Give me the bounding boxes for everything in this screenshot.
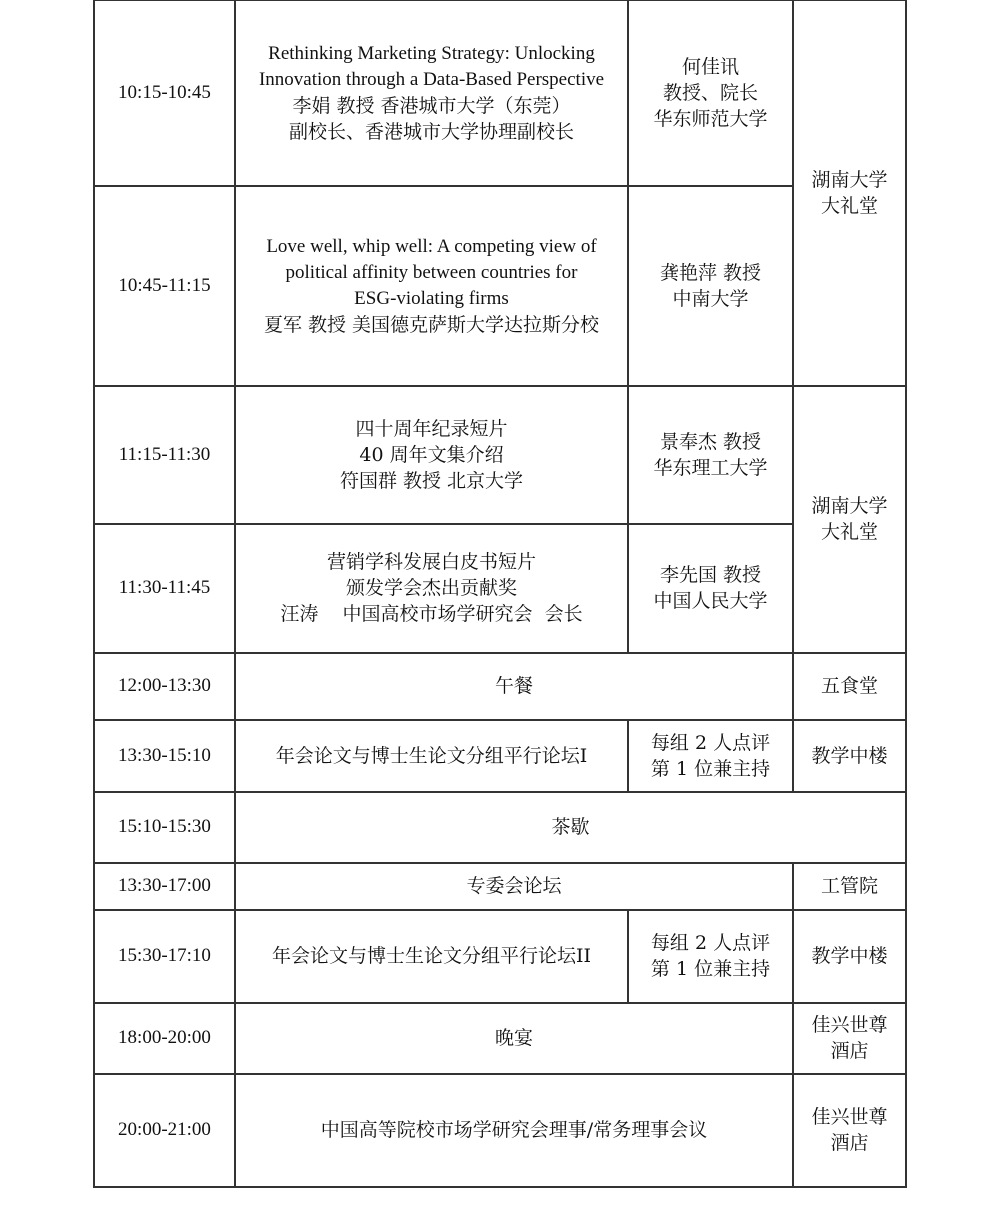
time-cell: 18:00-20:00 — [94, 1003, 235, 1074]
table-row — [94, 910, 906, 1003]
table-row — [94, 386, 906, 524]
talk-title-line: Love well, whip well: A competing view of — [266, 235, 597, 257]
content-cell: 专委会论坛 — [235, 863, 793, 910]
venue-line: 湖南大学 — [811, 495, 888, 517]
venue-line: 湖南大学 — [811, 168, 888, 191]
venue-cell — [793, 1, 906, 386]
host-line: 何佳讯 — [681, 55, 739, 78]
time-cell: 13:30-17:00 — [94, 863, 235, 910]
venue-line: 酒店 — [830, 1040, 869, 1062]
host-cell — [628, 186, 793, 386]
host-cell — [628, 910, 793, 1003]
content-cell — [235, 386, 628, 524]
time-cell: 11:30-11:45 — [94, 524, 235, 653]
content-cell: 午餐 — [235, 653, 793, 720]
table-row — [94, 863, 906, 910]
host-line: 每组 2 人点评 — [650, 731, 771, 754]
table-row — [94, 792, 906, 863]
content-cell: 年会论文与博士生论文分组平行论坛I — [235, 720, 628, 792]
speaker-line: 符国群 教授 北京大学 — [339, 469, 524, 492]
host-line: 教授、院长 — [662, 81, 758, 104]
table-row — [94, 186, 906, 386]
host-cell — [628, 1, 793, 186]
speaker-line: 副校长、香港城市大学协理副校长 — [288, 120, 574, 143]
time-cell: 10:15-10:45 — [94, 1, 235, 186]
content-line: 40 周年文集介绍 — [359, 443, 504, 466]
time-cell: 15:30-17:10 — [94, 910, 235, 1003]
venue-cell: 教学中楼 — [793, 910, 906, 1003]
talk-title-line: political affinity between countries for — [285, 261, 578, 283]
content-cell: 中国高等院校市场学研究会理事/常务理事会议 — [235, 1074, 793, 1187]
host-line: 中国人民大学 — [653, 590, 768, 612]
venue-cell — [793, 386, 906, 653]
speaker-line: 夏军 教授 美国德克萨斯大学达拉斯分校 — [263, 313, 600, 336]
host-line: 华东理工大学 — [653, 456, 768, 479]
table-row — [94, 720, 906, 792]
content-cell: 年会论文与博士生论文分组平行论坛II — [235, 910, 628, 1003]
time-cell: 11:15-11:30 — [94, 386, 235, 524]
venue-line: 大礼堂 — [820, 521, 878, 543]
host-line: 第 1 位兼主持 — [650, 958, 771, 980]
table-row — [94, 1003, 906, 1074]
content-line: 颁发学会杰出贡献奖 — [345, 577, 517, 599]
content-line: 四十周年纪录短片 — [355, 417, 508, 440]
venue-cell — [793, 1003, 906, 1074]
speaker-line: 李娟 教授 香港城市大学（东莞） — [292, 94, 571, 117]
venue-cell: 教学中楼 — [793, 720, 906, 792]
table-row — [94, 653, 906, 720]
venue-cell: 五食堂 — [793, 653, 906, 720]
time-cell: 12:00-13:30 — [94, 653, 235, 720]
venue-line: 大礼堂 — [820, 194, 878, 217]
host-cell — [628, 524, 793, 653]
host-cell — [628, 386, 793, 524]
host-line: 华东师范大学 — [653, 107, 768, 130]
host-line: 景奉杰 教授 — [659, 430, 762, 453]
time-cell: 15:10-15:30 — [94, 792, 235, 863]
talk-title-line: ESG-violating firms — [354, 287, 509, 309]
time-cell: 10:45-11:15 — [94, 186, 235, 386]
table-row — [94, 1, 906, 186]
content-line: 营销学科发展白皮书短片 — [326, 551, 536, 573]
venue-line: 佳兴世尊 — [811, 1014, 888, 1036]
host-line: 龚艳萍 教授 — [659, 261, 762, 284]
venue-cell: 工管院 — [793, 863, 906, 910]
time-cell: 20:00-21:00 — [94, 1074, 235, 1187]
content-cell: 茶歇 — [235, 792, 906, 863]
time-cell: 13:30-15:10 — [94, 720, 235, 792]
host-line: 中南大学 — [672, 287, 749, 310]
talk-title-line: Rethinking Marketing Strategy: Unlocking — [268, 42, 595, 64]
table-row — [94, 1074, 906, 1187]
content-cell: 晚宴 — [235, 1003, 793, 1074]
host-cell — [628, 720, 793, 792]
host-line: 李先国 教授 — [659, 564, 762, 586]
host-line: 每组 2 人点评 — [650, 932, 771, 954]
venue-line: 佳兴世尊 — [811, 1106, 888, 1128]
schedule-table — [93, 0, 907, 1188]
venue-cell — [793, 1074, 906, 1187]
host-line: 第 1 位兼主持 — [650, 757, 771, 780]
venue-line: 酒店 — [830, 1132, 869, 1154]
table-row — [94, 524, 906, 653]
content-cell — [235, 1, 628, 186]
content-cell — [235, 524, 628, 653]
speaker-line: 汪涛 中国高校市场学研究会 会长 — [280, 603, 583, 625]
talk-title-line: Innovation through a Data-Based Perspective — [258, 68, 605, 90]
content-cell — [235, 186, 628, 386]
